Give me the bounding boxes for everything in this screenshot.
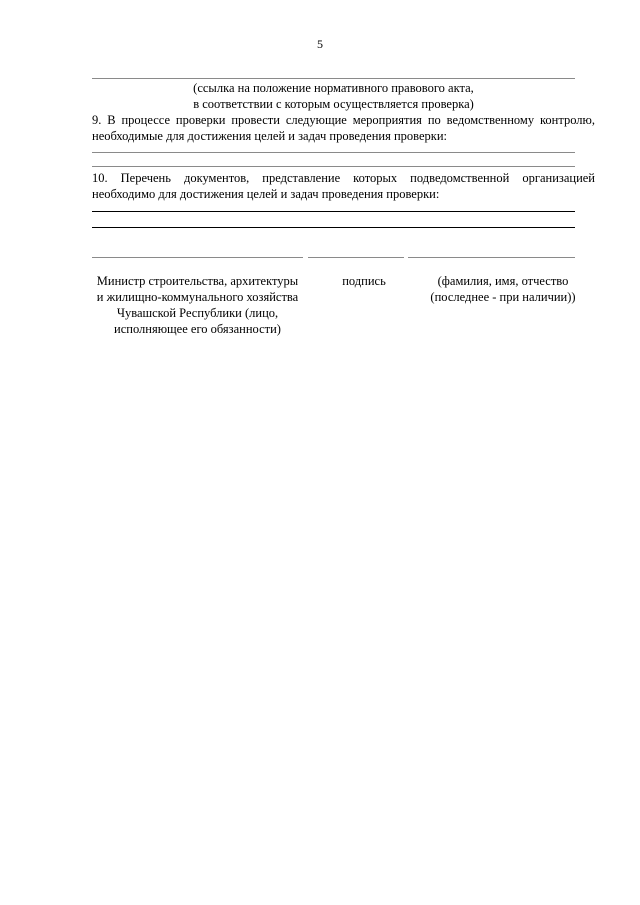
signatory-position-line-4: исполняющее его обязанности)	[114, 322, 281, 336]
item-10-paragraph	[92, 170, 595, 202]
item-9-paragraph	[92, 112, 595, 144]
item-10-line-1: 10. Перечень документов, представление которых подведомственной организацией	[92, 171, 595, 185]
name-blank-line	[408, 257, 575, 258]
page-number: 5	[317, 37, 323, 51]
signatory-name-caption-line-2: (последнее - при наличии))	[430, 290, 576, 304]
item-9-line-1: 9. В процессе проверки провести следующие мероприятия по ведомственному контролю,	[92, 113, 595, 127]
item-9-blank-line-1	[92, 152, 575, 153]
item-9-blank-line-2	[92, 166, 575, 167]
legal-act-caption-line-2: в соответствии с которым осуществляется проверка)	[193, 97, 474, 111]
legal-act-caption-line-1: (ссылка на положение нормативного правового акта,	[193, 81, 474, 95]
signature-label	[316, 273, 412, 289]
signatory-position	[80, 273, 315, 337]
item-10-blank-line-1	[92, 211, 575, 212]
position-blank-line	[92, 257, 303, 258]
signature-blank-line	[308, 257, 404, 258]
signatory-position-line-1: Министр строительства, архитектуры	[96, 274, 299, 288]
legal-act-caption	[92, 80, 575, 112]
signatory-position-line-3: Чувашской Республики (лицо,	[116, 306, 279, 320]
item-10-line-2: необходимо для достижения целей и задач проведения проверки:	[92, 187, 440, 201]
item-10-blank-line-2	[92, 227, 575, 228]
signatory-position-line-2: и жилищно-коммунального хозяйства	[96, 290, 299, 304]
signature-label-text: подпись	[342, 274, 386, 288]
legal-act-blank-line	[92, 78, 575, 79]
item-9-line-2: необходимые для достижения целей и задач проведения проверки:	[92, 129, 448, 143]
signatory-name-caption	[412, 273, 594, 305]
signatory-name-caption-line-1: (фамилия, имя, отчество	[437, 274, 569, 288]
